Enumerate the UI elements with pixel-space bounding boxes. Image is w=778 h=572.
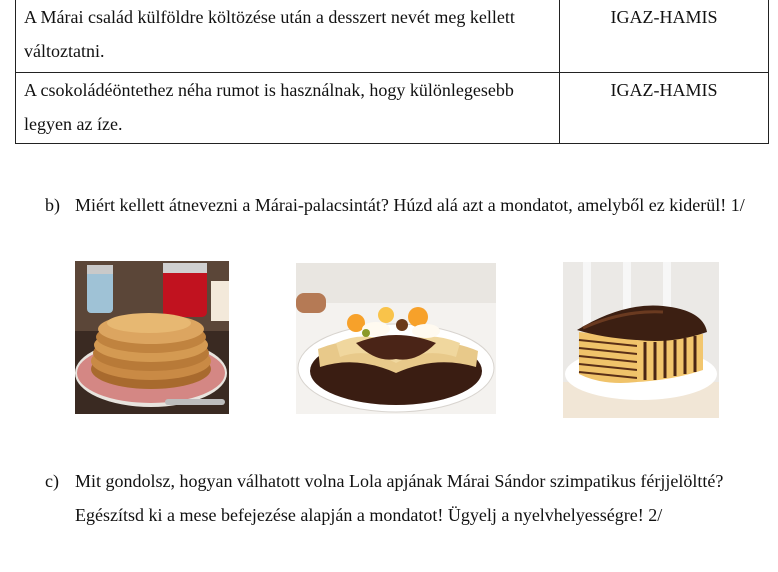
table-row bbox=[16, 0, 769, 73]
question-c-label: c) bbox=[45, 471, 59, 491]
question-b-text: Miért kellett átnevezni a Márai-palacsintát? Húzd alá azt a mondatot, amelyből ez kiderül! 1/ bbox=[75, 195, 745, 215]
true-false-answer[interactable]: IGAZ-HAMIS bbox=[560, 73, 769, 144]
table-row bbox=[16, 73, 769, 144]
pancake-stack-photo bbox=[75, 261, 229, 414]
question-b bbox=[45, 188, 745, 222]
statement-cell: A csokoládéöntethez néha rumot is használnak, hogy különlegesebb legyen az íze. bbox=[16, 73, 560, 144]
statement-cell: A Márai család külföldre költözése után a desszert nevét meg kellett változtatni. bbox=[16, 0, 560, 73]
question-c bbox=[45, 464, 745, 532]
true-false-answer[interactable]: IGAZ-HAMIS bbox=[560, 0, 769, 73]
layered-crepe-cake-photo bbox=[563, 262, 719, 418]
question-b-label: b) bbox=[45, 195, 60, 215]
true-false-table bbox=[15, 0, 769, 144]
question-c-text: Mit gondolsz, hogyan válhatott volna Lola apjának Márai Sándor szimpatikus férjjelöltté? Egészítsd ki a mese befejezése alapján a mondatot! Ügyelj a nyelvhelyességre! 2/ bbox=[75, 471, 724, 525]
marai-crepe-photo bbox=[296, 263, 496, 414]
